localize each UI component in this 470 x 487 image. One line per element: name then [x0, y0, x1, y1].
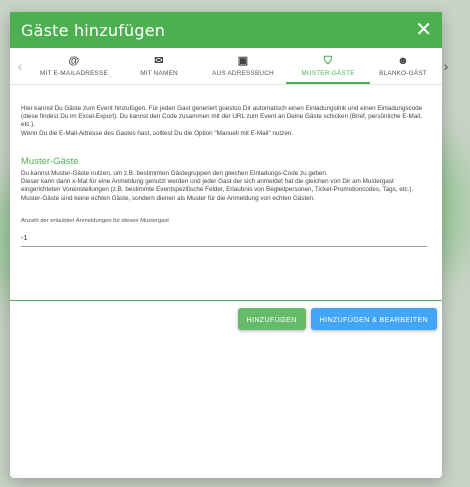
tab-mit-email[interactable]	[30, 48, 118, 84]
tab-list	[30, 48, 436, 84]
user-group-icon: ⛉	[323, 55, 333, 67]
section-text	[21, 170, 432, 203]
dialog-header	[10, 12, 442, 48]
intro-paragraph: Hier kannst Du Gäste zum Event hinzufügen. Für jeden Gast generiert guestoo Dir automatisch einen Einladungslink und einen Einladungscode (diese findest Du im Excel-Export). Du kannst den Code zusammen mit der URL zum Event an Deine Gäste schicken (Brief, persönliche E-Mail, etc.).	[21, 105, 423, 129]
tab-muster-gaeste[interactable]	[286, 48, 370, 84]
tab-scroll-left-icon[interactable]: ‹	[17, 58, 23, 74]
intro-text	[21, 105, 432, 138]
add-button[interactable]: HINZUFÜGEN	[238, 308, 306, 330]
tab-scroll-right-icon[interactable]: ›	[443, 58, 449, 74]
field-label: Anzahl der erlaubten Anmeldungen für diesen Mustergast	[21, 217, 169, 224]
add-guests-dialog	[10, 12, 449, 478]
divider	[10, 300, 442, 301]
section-paragraph: Muster-Gäste sind keine echten Gäste, sondern dienen als Muster für die Anmeldung von echten Gästen.	[21, 194, 316, 202]
tab-label: MIT NAMEN	[140, 70, 178, 77]
dialog-actions	[238, 308, 437, 330]
tab-blanko-gast[interactable]	[370, 48, 436, 84]
add-and-edit-button[interactable]: HINZUFÜGEN & BEARBEITEN	[311, 308, 437, 330]
inbox-icon: ✉	[154, 55, 164, 67]
tab-label: MUSTER-GÄSTE	[301, 70, 355, 77]
allowed-registrations-field	[21, 217, 432, 247]
dialog-content	[10, 85, 442, 247]
tab-label: MIT E-MAILADRESSE	[40, 70, 108, 77]
mask-icon: ☻	[397, 55, 409, 67]
tab-mit-namen[interactable]	[118, 48, 200, 84]
dialog-title: Gäste hinzufügen	[21, 20, 166, 40]
tab-bar	[10, 48, 449, 85]
intro-paragraph: Wenn Du die E-Mail-Adresse des Gastes hast, solltest Du die Option "Manuell mit E-Mail" nutzen.	[21, 129, 294, 137]
tab-aus-adressbuch[interactable]	[200, 48, 286, 84]
section-title: Muster-Gäste	[21, 155, 79, 167]
section-paragraph: Du kannst Muster-Gäste nutzen, um z.B. bestimmten Gästegruppen den gleichen Einladungs-Code zu geben.	[21, 170, 328, 178]
section-paragraph: Dieser kann dann x-Mal für eine Anmeldung genutzt werden und jeder Gast der sich anmeldet hat die gleichen von Dir am Mustergast eingerichteten Voreinstellungen (z.B. bestimmte Eventspezifische Felder, Erlaubnis von Begleitpersonen, Ticket-Promotioncodes, Tags, etc.).	[21, 178, 414, 194]
field-underline	[21, 233, 427, 247]
at-icon: @	[68, 55, 80, 67]
contact-card-icon: ▣	[237, 55, 249, 67]
close-icon[interactable]: ✕	[415, 19, 432, 41]
allowed-registrations-input[interactable]	[21, 233, 427, 242]
tab-label: BLANKO-GÄST	[379, 70, 427, 77]
tab-label: AUS ADRESSBUCH	[212, 70, 274, 77]
